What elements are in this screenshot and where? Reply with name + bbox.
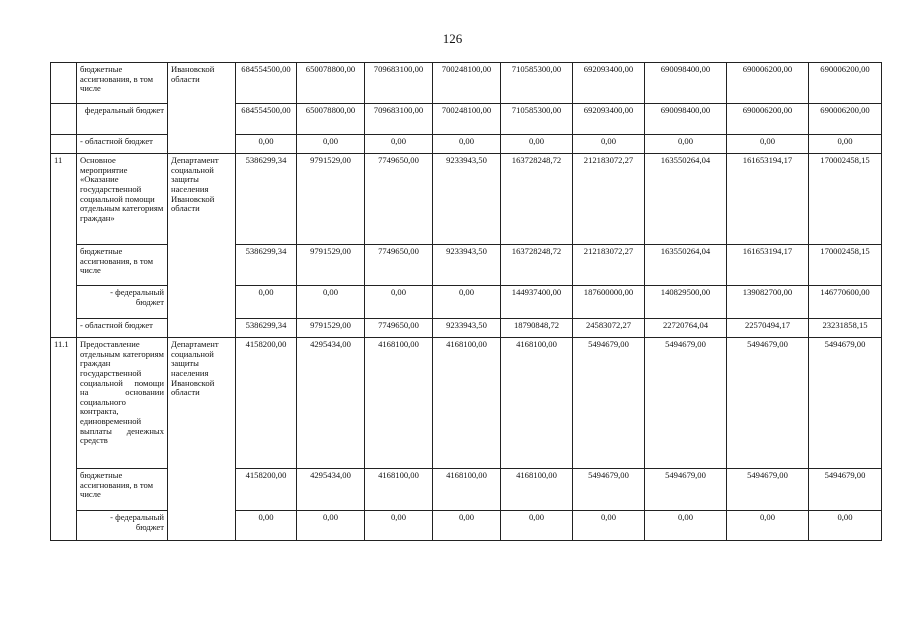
value-cell: 140829500,00 [645, 286, 727, 319]
value-cell: 0,00 [365, 511, 433, 541]
value-cell: 146770600,00 [809, 286, 882, 319]
value-cell: 0,00 [645, 135, 727, 154]
value-cell: 22570494,17 [727, 319, 809, 338]
value-cell: 690098400,00 [645, 104, 727, 135]
value-cell: 0,00 [501, 511, 573, 541]
value-cell: 0,00 [236, 286, 297, 319]
table-row [51, 338, 882, 469]
value-cell: 4158200,00 [236, 469, 297, 511]
value-cell: 5494679,00 [727, 469, 809, 511]
value-cell: 709683100,00 [365, 104, 433, 135]
value-cell: 5494679,00 [809, 469, 882, 511]
value-cell: 710585300,00 [501, 104, 573, 135]
value-cell: 24583072,27 [573, 319, 645, 338]
value-cell: 161653194,17 [727, 154, 809, 245]
row-description: федеральный бюджет [77, 104, 168, 135]
value-cell: 700248100,00 [433, 104, 501, 135]
value-cell: 0,00 [236, 511, 297, 541]
value-cell: 4168100,00 [501, 338, 573, 469]
row-description: бюджетные ассигнования, в том числе [77, 469, 168, 511]
value-cell: 0,00 [433, 511, 501, 541]
value-cell: 5386299,34 [236, 319, 297, 338]
value-cell: 4168100,00 [433, 469, 501, 511]
table-row [51, 154, 882, 245]
value-cell: 709683100,00 [365, 63, 433, 104]
value-cell: 9791529,00 [297, 319, 365, 338]
value-cell: 0,00 [433, 286, 501, 319]
value-cell: 5494679,00 [645, 469, 727, 511]
value-cell: 690098400,00 [645, 63, 727, 104]
page-number: 126 [442, 31, 463, 46]
budget-table [50, 62, 882, 541]
value-cell: 0,00 [297, 135, 365, 154]
row-executor: Ивановской области [168, 63, 236, 154]
value-cell: 690006200,00 [727, 104, 809, 135]
value-cell: 0,00 [297, 286, 365, 319]
value-cell: 4168100,00 [365, 338, 433, 469]
value-cell: 161653194,17 [727, 245, 809, 286]
value-cell: 684554500,00 [236, 63, 297, 104]
value-cell: 0,00 [297, 511, 365, 541]
value-cell: 4168100,00 [365, 469, 433, 511]
value-cell: 0,00 [727, 511, 809, 541]
value-cell: 212183072,27 [573, 245, 645, 286]
value-cell: 5386299,34 [236, 154, 297, 245]
row-index [51, 135, 77, 154]
value-cell: 684554500,00 [236, 104, 297, 135]
value-cell: 7749650,00 [365, 245, 433, 286]
value-cell: 4158200,00 [236, 338, 297, 469]
value-cell: 9791529,00 [297, 245, 365, 286]
value-cell: 163550264,04 [645, 154, 727, 245]
value-cell: 700248100,00 [433, 63, 501, 104]
value-cell: 4295434,00 [297, 469, 365, 511]
value-cell: 650078800,00 [297, 104, 365, 135]
row-description: - областной бюджет [77, 319, 168, 338]
value-cell: 0,00 [809, 511, 882, 541]
value-cell: 7749650,00 [365, 319, 433, 338]
value-cell: 144937400,00 [501, 286, 573, 319]
value-cell: 0,00 [365, 135, 433, 154]
value-cell: 163728248,72 [501, 154, 573, 245]
value-cell: 22720764,04 [645, 319, 727, 338]
value-cell: 0,00 [809, 135, 882, 154]
value-cell: 4168100,00 [501, 469, 573, 511]
row-description: - федеральный бюджет [77, 511, 168, 541]
value-cell: 9233943,50 [433, 154, 501, 245]
value-cell: 0,00 [236, 135, 297, 154]
value-cell: 5494679,00 [573, 338, 645, 469]
value-cell: 23231858,15 [809, 319, 882, 338]
value-cell: 9791529,00 [297, 154, 365, 245]
value-cell: 5494679,00 [809, 338, 882, 469]
value-cell: 0,00 [727, 135, 809, 154]
value-cell: 692093400,00 [573, 104, 645, 135]
row-description: Предоставление отдельным категориям граждан государственной социальной помощи на основании социального контракта, единовременной выплаты денежных средств [77, 338, 168, 469]
value-cell: 170002458,15 [809, 245, 882, 286]
value-cell: 650078800,00 [297, 63, 365, 104]
value-cell: 187600000,00 [573, 286, 645, 319]
row-executor: Департамент социальной защиты населения Ивановской области [168, 154, 236, 338]
value-cell: 0,00 [433, 135, 501, 154]
value-cell: 692093400,00 [573, 63, 645, 104]
value-cell: 0,00 [573, 511, 645, 541]
value-cell: 9233943,50 [433, 319, 501, 338]
value-cell: 0,00 [645, 511, 727, 541]
value-cell: 139082700,00 [727, 286, 809, 319]
row-description: - федеральный бюджет [77, 286, 168, 319]
value-cell: 0,00 [501, 135, 573, 154]
value-cell: 690006200,00 [809, 104, 882, 135]
value-cell: 5494679,00 [573, 469, 645, 511]
value-cell: 7749650,00 [365, 154, 433, 245]
row-index [51, 63, 77, 104]
row-description: бюджетные ассигнования, в том числе [77, 245, 168, 286]
value-cell: 4168100,00 [433, 338, 501, 469]
row-index [51, 104, 77, 135]
row-description: - областной бюджет [77, 135, 168, 154]
row-description: бюджетные ассигнования, в том числе [77, 63, 168, 104]
row-index: 11.1 [51, 338, 77, 541]
row-index: 11 [51, 154, 77, 338]
value-cell: 710585300,00 [501, 63, 573, 104]
value-cell: 163728248,72 [501, 245, 573, 286]
row-executor: Департамент социальной защиты населения Ивановской области [168, 338, 236, 541]
value-cell: 5494679,00 [727, 338, 809, 469]
value-cell: 170002458,15 [809, 154, 882, 245]
value-cell: 690006200,00 [809, 63, 882, 104]
value-cell: 18790848,72 [501, 319, 573, 338]
value-cell: 9233943,50 [433, 245, 501, 286]
value-cell: 163550264,04 [645, 245, 727, 286]
value-cell: 0,00 [365, 286, 433, 319]
value-cell: 690006200,00 [727, 63, 809, 104]
value-cell: 212183072,27 [573, 154, 645, 245]
value-cell: 5386299,34 [236, 245, 297, 286]
value-cell: 0,00 [573, 135, 645, 154]
value-cell: 4295434,00 [297, 338, 365, 469]
row-description: Основное мероприятие «Оказание государственной социальной помощи отдельным категориям граждан» [77, 154, 168, 245]
table-row [51, 63, 882, 104]
value-cell: 5494679,00 [645, 338, 727, 469]
